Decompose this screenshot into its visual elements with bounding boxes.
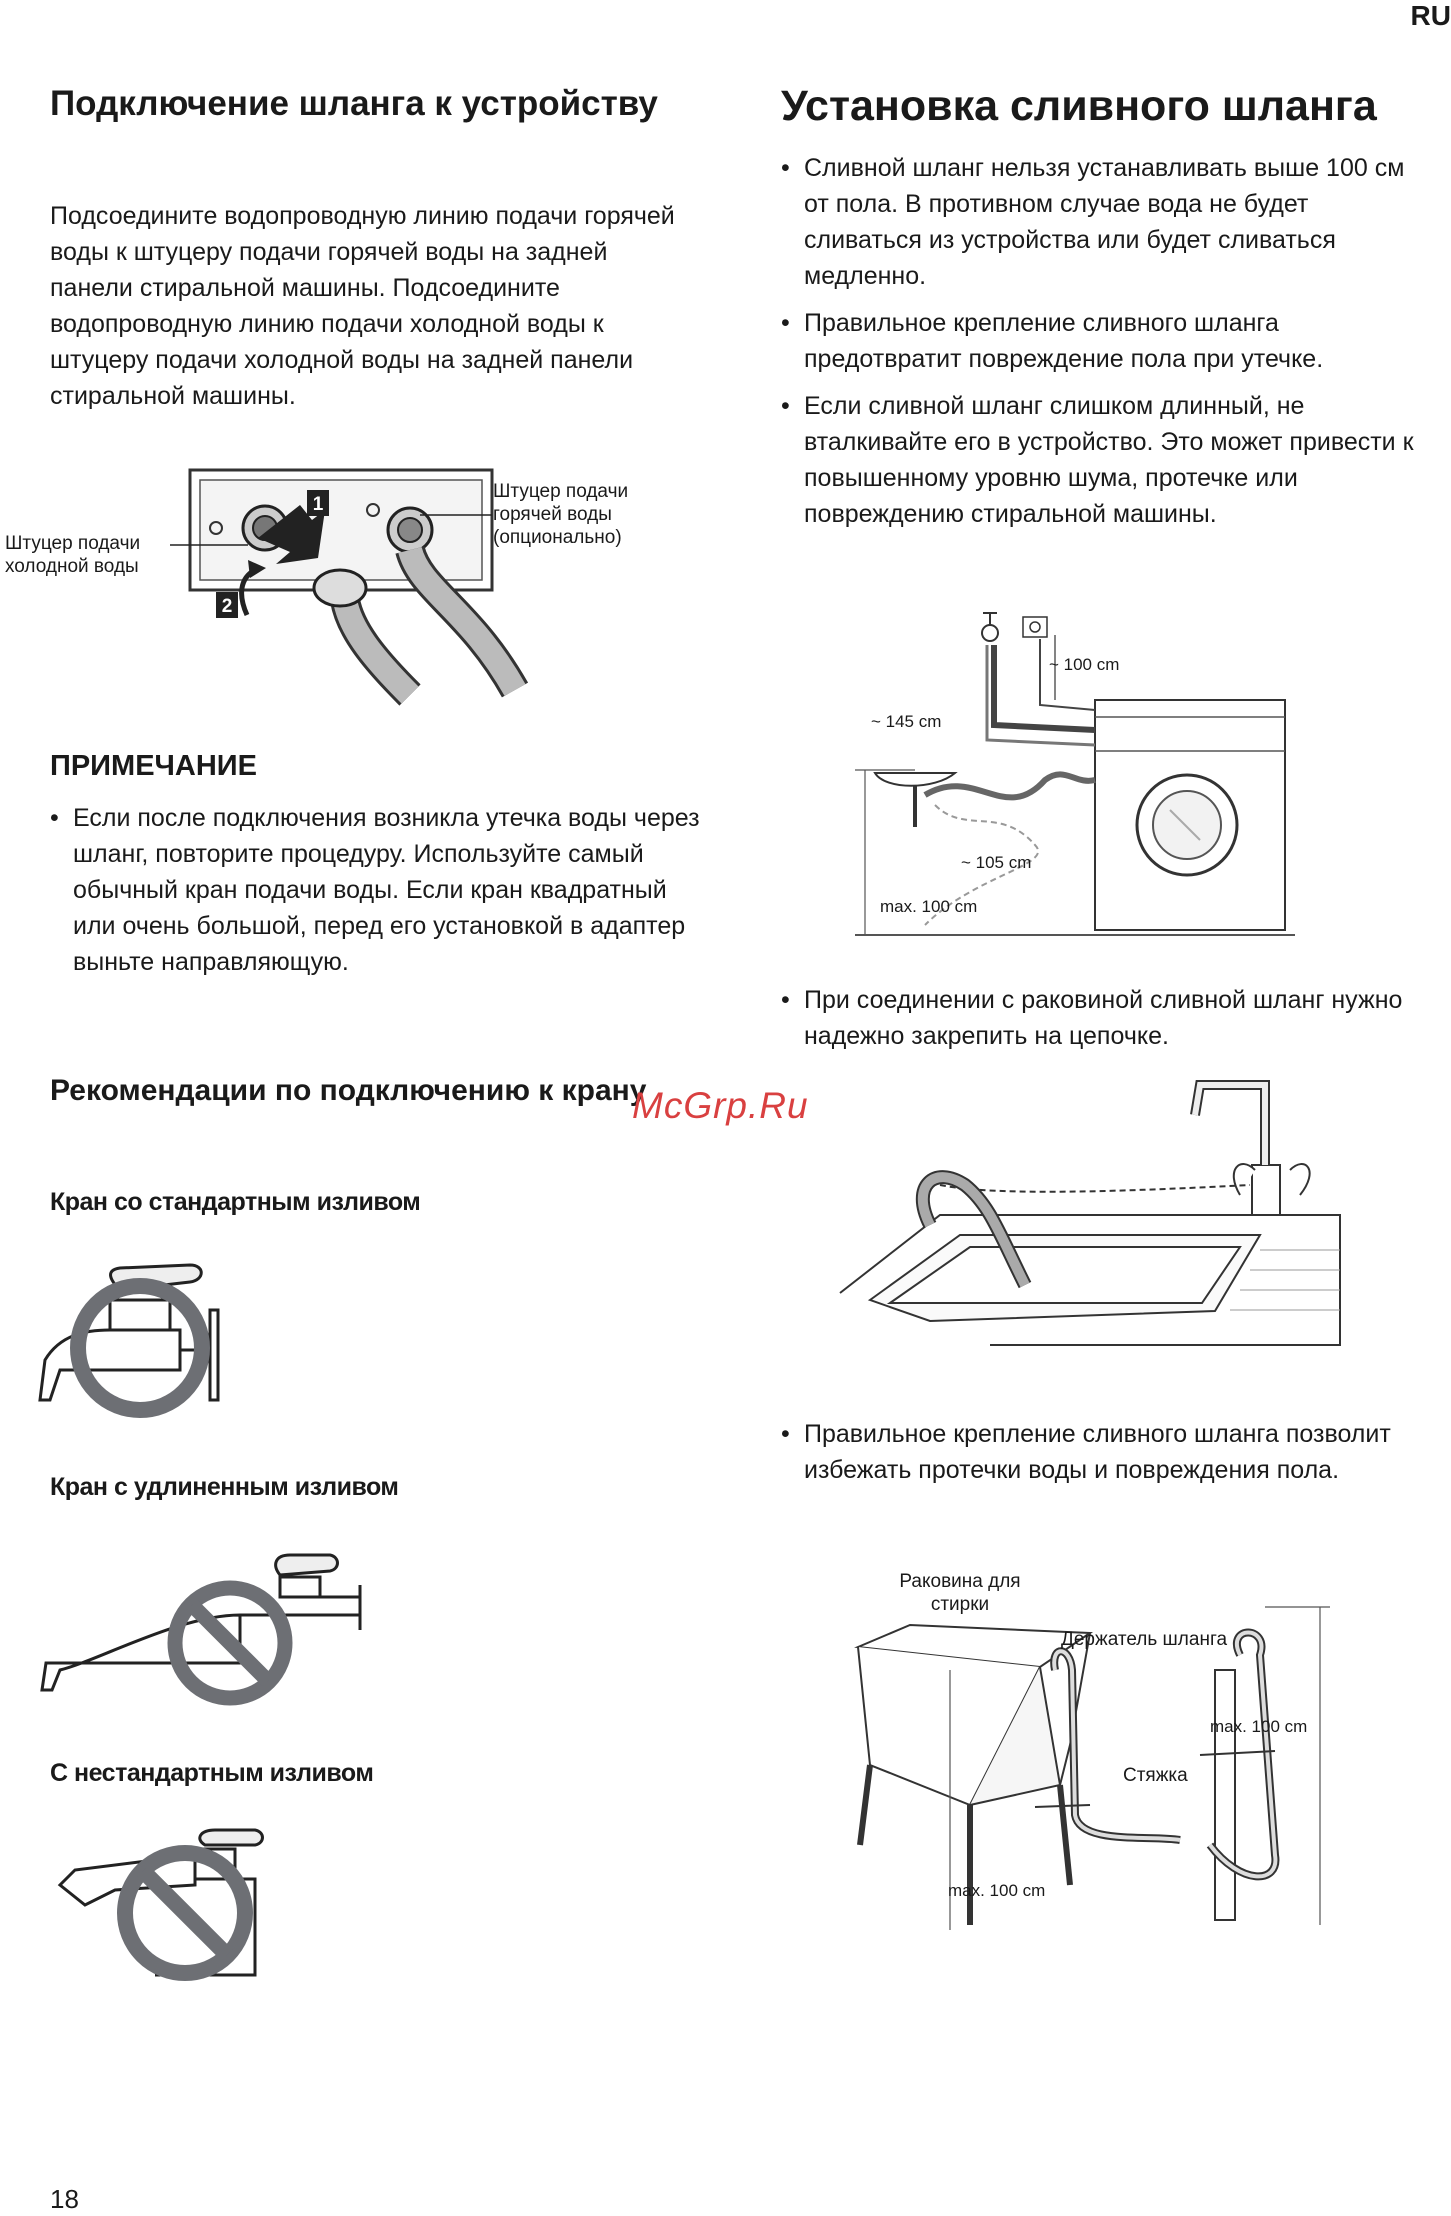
- drain-hose-item-3: • Если сливной шланг слишком длинный, не вталкивайте его в устройство. Это может привести к повышенному уровню шума, протечке или повреждению стиральной машины.: [781, 388, 1421, 532]
- sink-chain-illustration: [840, 1075, 1350, 1375]
- distance-100-label: ~ 100 cm: [1049, 655, 1120, 674]
- laundry-tub-label: Раковина для стирки: [899, 1571, 1021, 1615]
- hose-connection-paragraph: Подсоедините водопроводную линию подачи горячей воды к штуцеру подачи горячей воды на задней панели стиральной машины. Подсоедините водопроводную линию подачи холодной воды к штуцеру подачи холодной воды на задней панели стиральной машины.: [50, 202, 675, 410]
- note-list: [50, 800, 710, 991]
- distance-105-label: ~ 105 cm: [961, 853, 1032, 872]
- note-item: • Если после подключения возникла утечка воды через шланг, повторите процедуру. Используйте самый обычный кран подачи воды. Если кран квадратный или очень большой, перед его установкой в адаптер выньте направляющую.: [50, 800, 710, 980]
- secure-hose-item: • Правильное крепление сливного шланга позволит избежать протечки воды и повреждения пола.: [781, 1416, 1421, 1488]
- hot-inlet-label: Штуцер подачи горячей воды (опционально): [493, 481, 629, 548]
- drain-hose-list: [781, 150, 1421, 543]
- secure-hose-list: [781, 1416, 1421, 1499]
- watermark: McGrp.Ru: [632, 1085, 809, 1126]
- step-2-badge: 2: [221, 596, 233, 617]
- nonstandard-spout-label: С нестандартным изливом: [50, 1759, 374, 1787]
- nonstandard-faucet-icon: [55, 1825, 275, 1985]
- heading-hose-connection: Подключение шланга к устройству: [50, 84, 658, 123]
- max-height-tub-label: max. 100 cm: [948, 1881, 1046, 1900]
- cold-inlet-label: Штуцер подачи холодной воды: [5, 533, 141, 577]
- page-number: 18: [50, 2184, 79, 2214]
- drain-hose-item-2: • Правильное крепление сливного шланга предотвратит повреждение пола при утечке.: [781, 305, 1421, 377]
- extended-spout-label: Кран с удлиненным изливом: [50, 1473, 399, 1501]
- standard-spout-label: Кран со стандартным изливом: [50, 1188, 421, 1216]
- extended-faucet-icon: [40, 1545, 380, 1705]
- faucet-recommendations-heading: Рекомендации по подключению к крану: [50, 1074, 647, 1107]
- heading-drain-hose: Установка сливного шланга: [781, 82, 1377, 130]
- language-code: RU: [1410, 0, 1451, 31]
- cable-tie-label: Стяжка: [1123, 1765, 1188, 1786]
- step-1-badge: 1: [312, 494, 324, 515]
- drain-hose-item-1: • Сливной шланг нельзя устанавливать выше 100 см от пола. В противном случае вода не будет сливаться из устройства или будет сливаться медленно.: [781, 150, 1421, 294]
- standard-faucet-icon: [40, 1260, 240, 1410]
- max-height-label: max. 100 cm: [880, 897, 978, 916]
- hose-holder-label: Держатель шланга: [1061, 1629, 1228, 1650]
- distance-145-label: ~ 145 cm: [871, 712, 942, 731]
- sink-connection-list: [781, 982, 1421, 1065]
- sink-connection-item: • При соединении с раковиной сливной шланг нужно надежно закрепить на цепочке.: [781, 982, 1421, 1054]
- max-height-right-label: max. 100 cm: [1210, 1717, 1308, 1736]
- note-heading: ПРИМЕЧАНИЕ: [50, 750, 257, 782]
